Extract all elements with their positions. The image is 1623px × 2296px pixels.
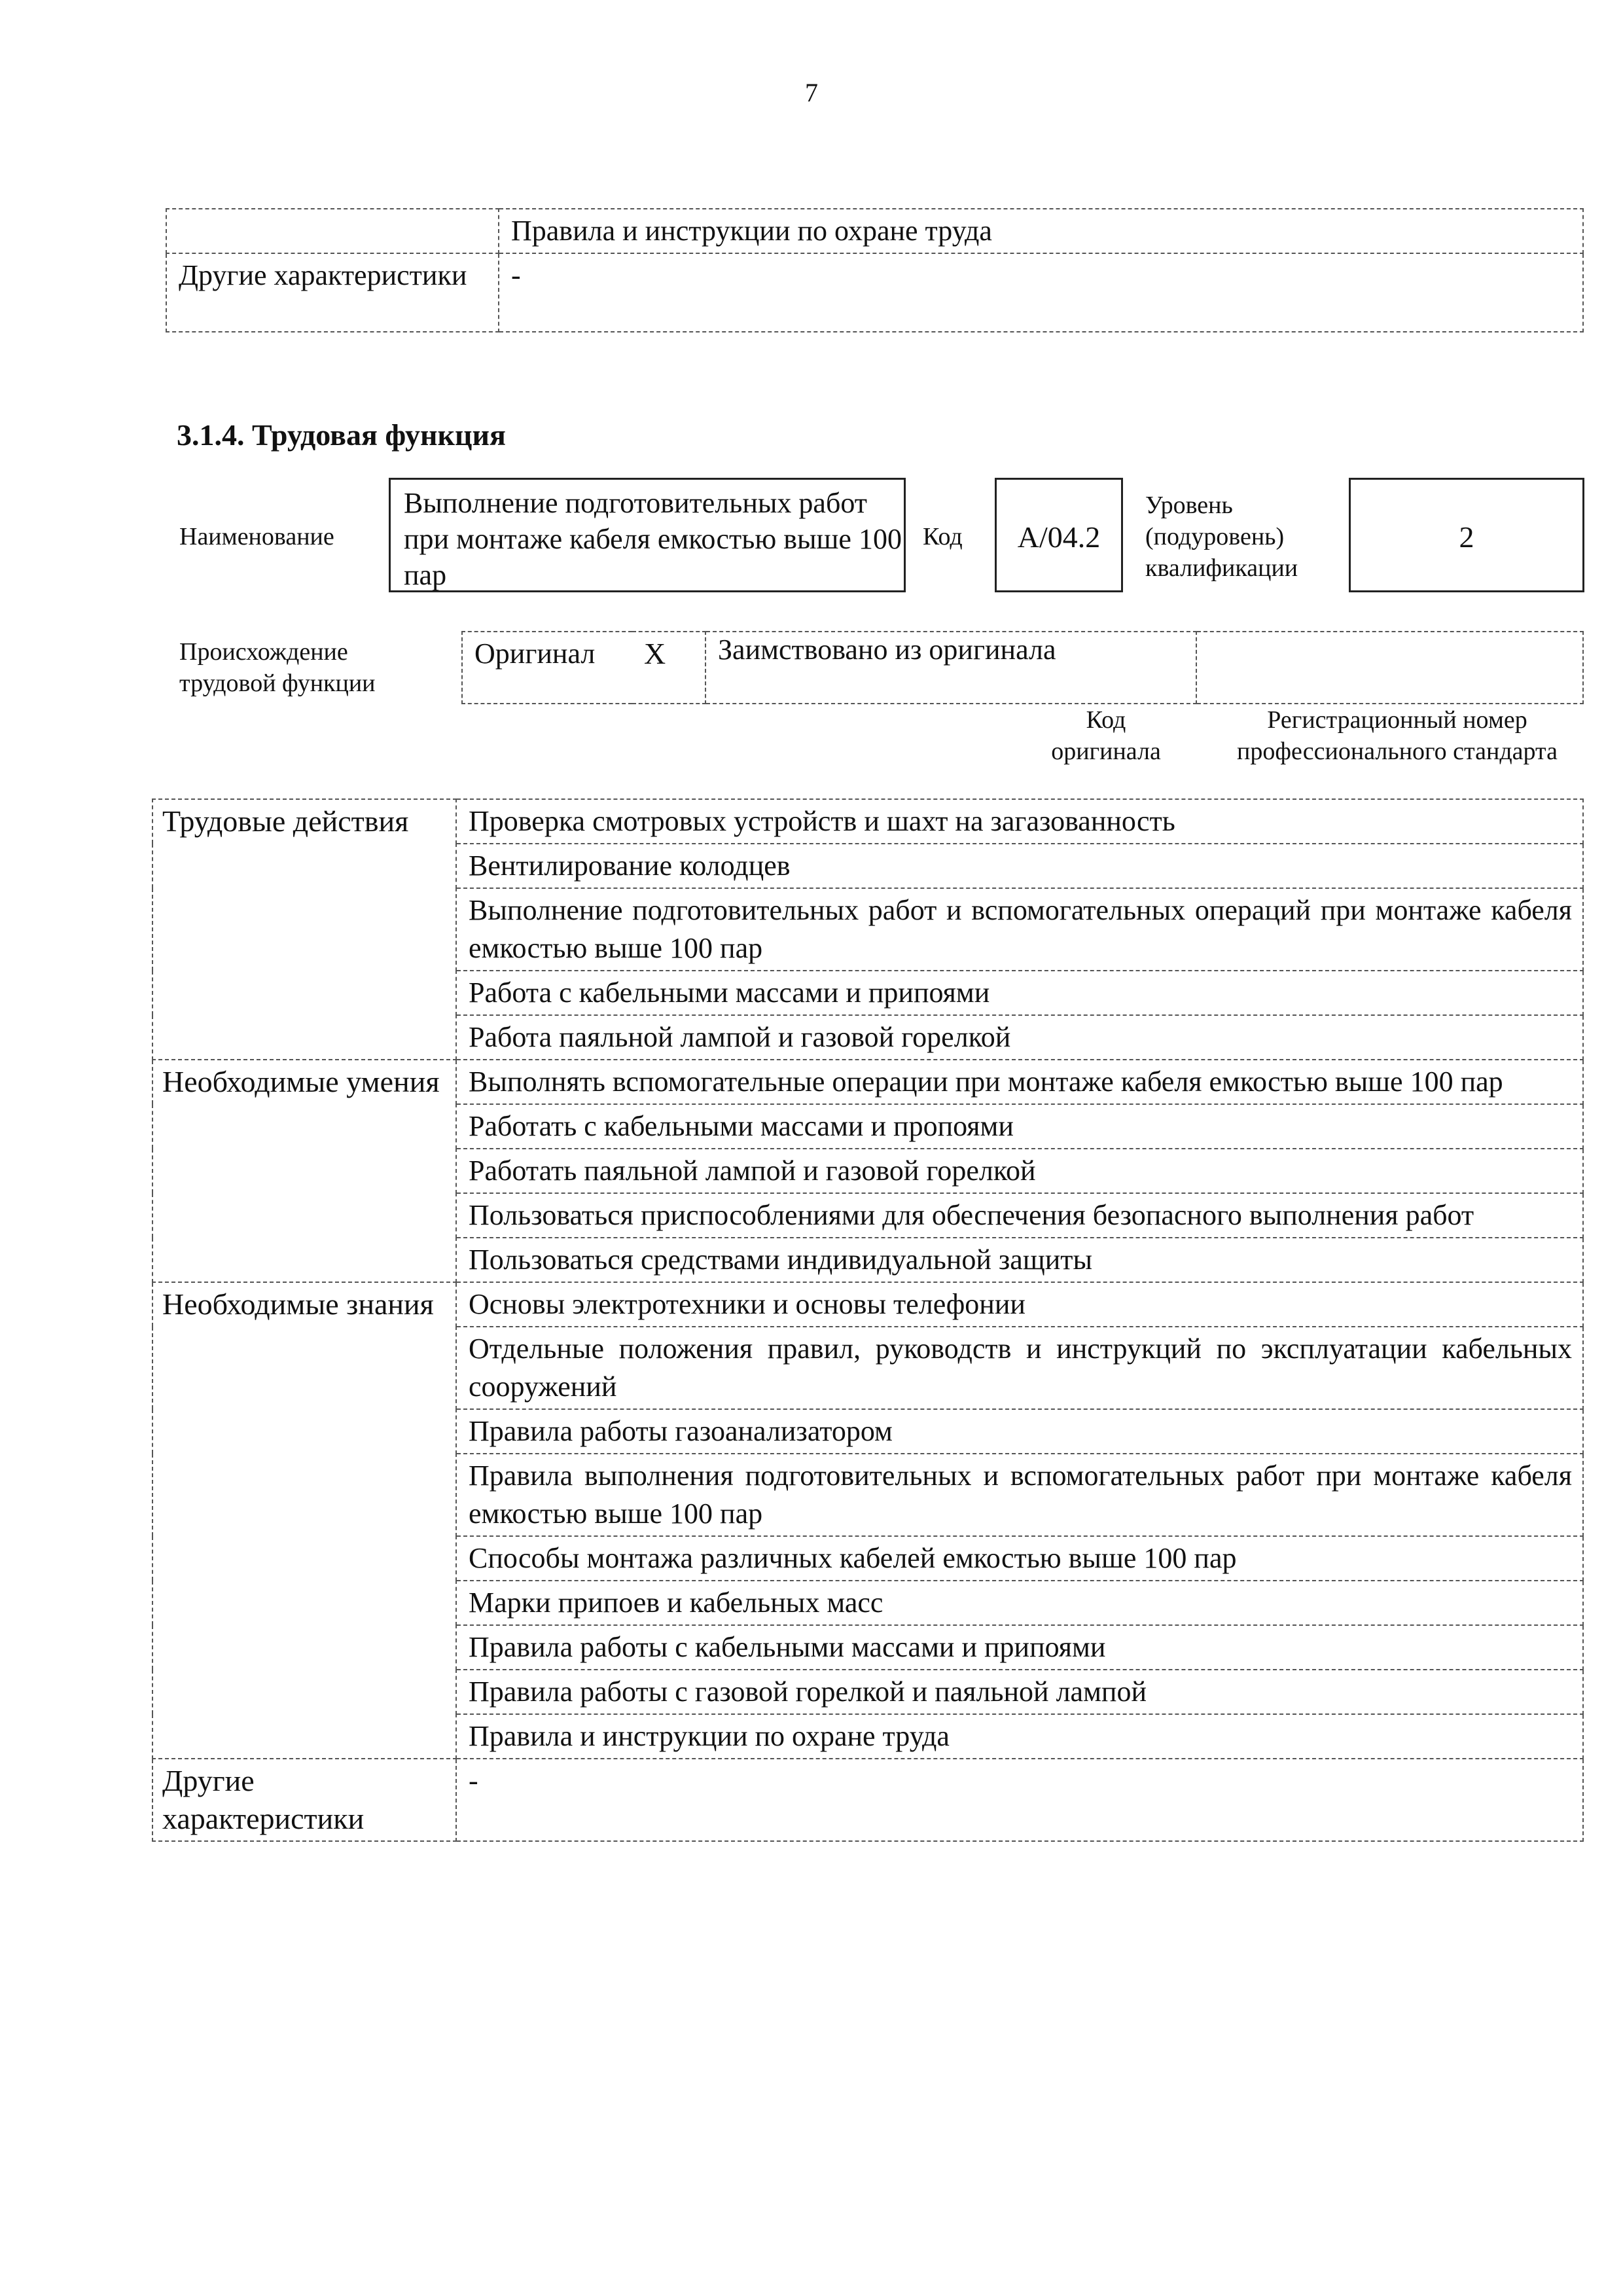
empty-cell: [166, 209, 499, 253]
list-item: Работать с кабельными массами и пропоями: [456, 1104, 1583, 1149]
list-item: Отдельные положения правил, руководств и инструкций по эксплуатации кабельных сооружений: [456, 1327, 1583, 1409]
borrowed-label: Заимствовано из оригинала: [705, 632, 1196, 704]
list-item: Работать паяльной лампой и газовой горелкой: [456, 1149, 1583, 1193]
main-table: [152, 798, 1584, 1842]
list-item: Работа с кабельными массами и припоями: [456, 971, 1583, 1015]
other-value: -: [456, 1759, 1583, 1841]
list-item: Правила и инструкции по охране труда: [456, 1714, 1583, 1759]
reg-number-caption: Регистрационный номер профессионального стандарта: [1237, 706, 1558, 765]
code-label: Код: [923, 523, 963, 550]
level-label: Уровень (подуровень) квалификации: [1145, 492, 1298, 582]
table-row: [152, 799, 1583, 844]
section-title: 3.1.4. Трудовая функция: [177, 418, 506, 452]
table-row: [166, 209, 1583, 253]
code-value-box: A/04.2: [995, 478, 1123, 592]
knowledge-label: Необходимые знания: [152, 1282, 456, 1759]
code-original-caption: Код оригинала: [1051, 706, 1161, 765]
name-value-box: Выполнение подготовительных работ при монтаже кабеля емкостью выше 100 пар: [389, 478, 906, 592]
list-item: Правила выполнения подготовительных и вспомогательных работ при монтаже кабеля емкостью выше 100 пар: [456, 1454, 1583, 1536]
list-item: Пользоваться средствами индивидуальной защиты: [456, 1238, 1583, 1282]
page-number: 7: [805, 78, 818, 107]
table-row: [462, 632, 1583, 704]
origin-label: Происхождение трудовой функции: [179, 638, 376, 697]
list-item: Марки припоев и кабельных масс: [456, 1581, 1583, 1625]
level-value-box: 2: [1349, 478, 1584, 592]
row-label: Другие характеристики: [166, 253, 499, 332]
list-item: Пользоваться приспособлениями для обеспечения безопасного выполнения работ: [456, 1193, 1583, 1238]
list-item: Основы электротехники и основы телефонии: [456, 1282, 1583, 1327]
top-table: [166, 208, 1584, 332]
other-label: Другие характеристики: [152, 1759, 456, 1841]
list-item: Правила работы газоанализатором: [456, 1409, 1583, 1454]
table-row: [152, 1759, 1583, 1841]
table-cell: -: [499, 253, 1583, 332]
origin-table: [461, 631, 1584, 704]
reg-number-cell: [1196, 632, 1583, 704]
original-mark: X: [632, 632, 705, 704]
list-item: Проверка смотровых устройств и шахт на загазованность: [456, 799, 1583, 844]
actions-label: Трудовые действия: [152, 799, 456, 1060]
skills-label: Необходимые умения: [152, 1060, 456, 1282]
table-cell: Правила и инструкции по охране труда: [499, 209, 1583, 253]
table-row: [152, 1060, 1583, 1104]
list-item: Правила работы с кабельными массами и припоями: [456, 1625, 1583, 1670]
list-item: Выполнение подготовительных работ и вспомогательных операций при монтаже кабеля емкостью выше 100 пар: [456, 888, 1583, 971]
table-row: [166, 253, 1583, 332]
name-label: Наименование: [179, 523, 334, 550]
original-label: Оригинал: [462, 632, 632, 704]
list-item: Выполнять вспомогательные операции при монтаже кабеля емкостью выше 100 пар: [456, 1060, 1583, 1104]
table-row: [152, 1282, 1583, 1327]
list-item: Вентилирование колодцев: [456, 844, 1583, 888]
list-item: Работа паяльной лампой и газовой горелкой: [456, 1015, 1583, 1060]
list-item: Правила работы с газовой горелкой и паяльной лампой: [456, 1670, 1583, 1714]
list-item: Способы монтажа различных кабелей емкостью выше 100 пар: [456, 1536, 1583, 1581]
